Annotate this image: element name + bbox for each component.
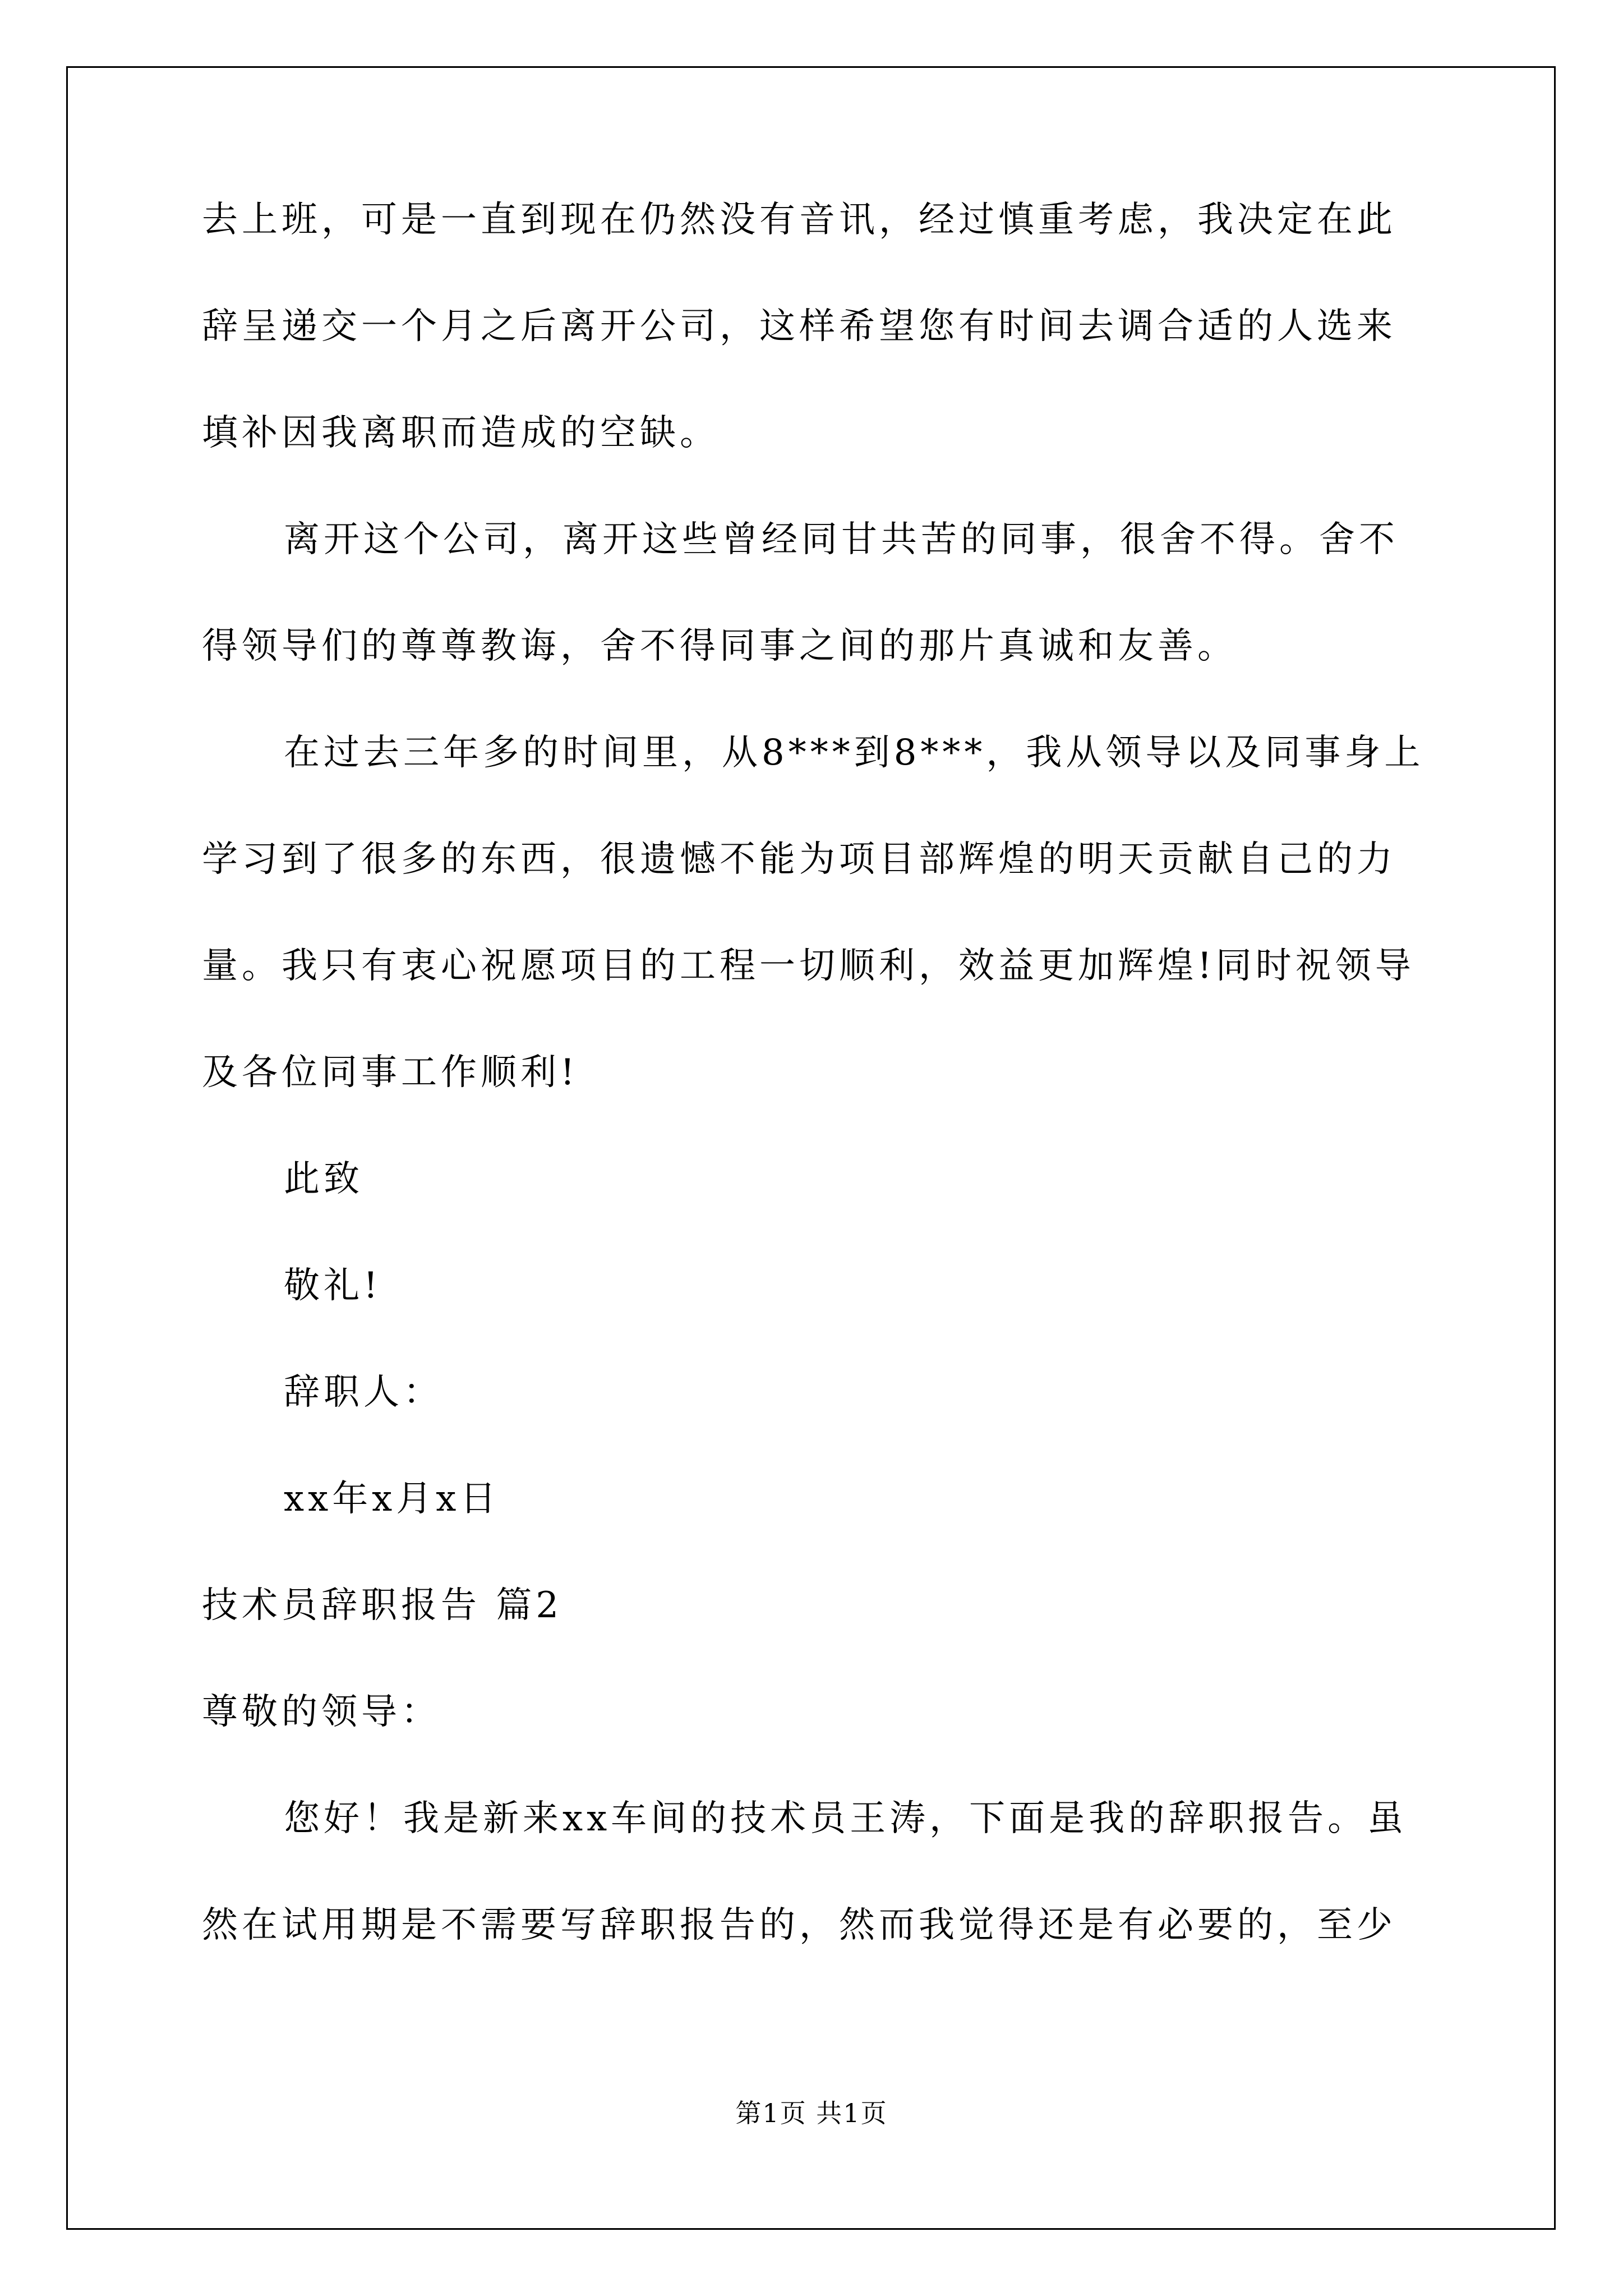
text-line-1: 去上班，可是一直到现在仍然没有音讯，经过慎重考虑，我决定在此 <box>202 199 1396 241</box>
text-line-9: 及各位同事工作顺利! <box>202 1052 579 1093</box>
greeting: 尊敬的领导： <box>202 1691 441 1733</box>
text-line-3: 填补因我离职而造成的空缺。 <box>202 412 720 454</box>
signature-label: 辞职人： <box>284 1372 443 1413</box>
page-footer: 第1页 共1页 <box>735 2098 888 2128</box>
text-line-5: 得领导们的尊尊教诲，舍不得同事之间的那片真诚和友善。 <box>202 625 1237 667</box>
text-line-17: 然在试用期是不需要写辞职报告的，然而我觉得还是有必要的，至少 <box>202 1904 1396 1946</box>
section-heading: 技术员辞职报告 篇2 <box>202 1585 563 1626</box>
text-line-16: 您好！我是新来xx车间的技术员王涛，下面是我的辞职报告。虽 <box>284 1798 1408 1839</box>
text-line-6: 在过去三年多的时间里，从8***到8***，我从领导以及同事身上 <box>284 732 1424 774</box>
text-line-7: 学习到了很多的东西，很遗憾不能为项目部辉煌的明天贡献自己的力 <box>202 839 1396 880</box>
closing-salutation: 此致 <box>284 1158 363 1200</box>
text-line-8: 量。我只有衷心祝愿项目的工程一切顺利，效益更加辉煌!同时祝领导 <box>202 945 1415 987</box>
signature-date: xx年x月x日 <box>284 1478 500 1520</box>
text-line-2: 辞呈递交一个月之后离开公司，这样希望您有时间去调合适的人选来 <box>202 306 1396 347</box>
text-line-4: 离开这个公司，离开这些曾经同甘共苦的同事，很舍不得。舍不 <box>284 519 1399 560</box>
document-body <box>202 199 1436 2014</box>
closing-regards: 敬礼! <box>284 1265 382 1306</box>
